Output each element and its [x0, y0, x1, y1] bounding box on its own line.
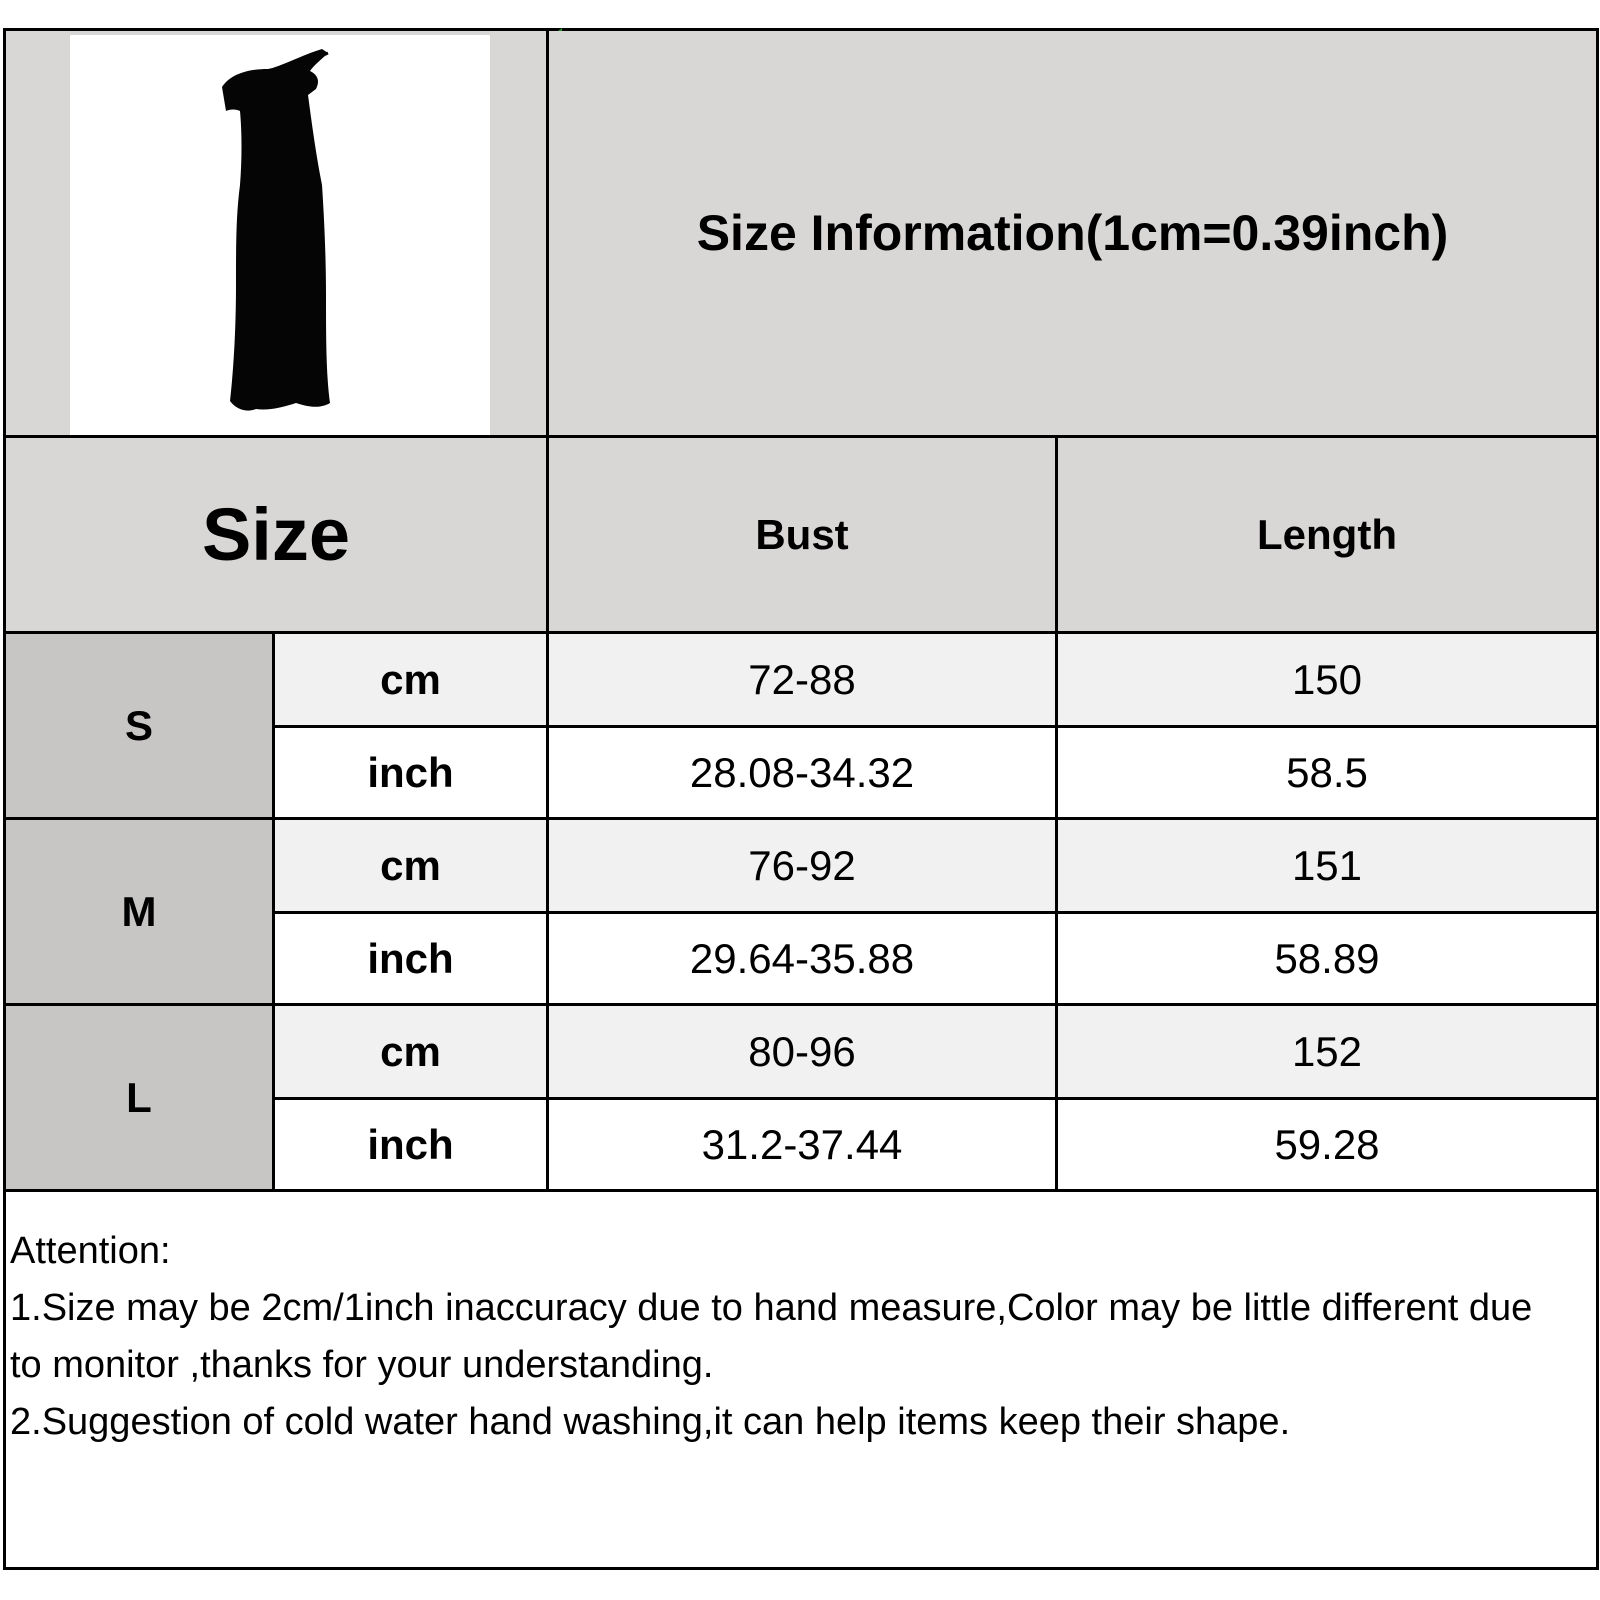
attention-note-1: 1.Size may be 2cm/1inch inaccuracy due to hand measure,Color may be little different due to monitor ,thanks for your understanding. [10, 1287, 1533, 1386]
grid-line [272, 911, 1599, 914]
size-header: Size [201, 493, 351, 576]
l-inch-bust-cell [549, 1100, 1055, 1189]
product-photo [70, 35, 490, 435]
size-s-cell [6, 634, 272, 817]
bust-header-cell [549, 438, 1055, 631]
s-inch-length-cell [1058, 728, 1596, 817]
grid-line [3, 631, 1599, 634]
m-inch-length: 58.89 [1274, 934, 1380, 982]
s-cm-unit: cm [380, 655, 441, 703]
attention-notes [10, 1223, 1570, 1451]
size-m-cell [6, 820, 272, 1003]
m-cm-unit: cm [380, 841, 441, 889]
size-l-cell [6, 1006, 272, 1189]
grid-line [272, 725, 1599, 728]
m-inch-bust-cell [549, 914, 1055, 1003]
l-inch-length: 59.28 [1274, 1120, 1380, 1168]
s-inch-bust-cell [549, 728, 1055, 817]
grid-line [546, 28, 549, 1192]
length-header: Length [1257, 510, 1397, 558]
s-cm-length-cell [1058, 634, 1596, 725]
grid-line [3, 1003, 1599, 1006]
s-cm-bust: 72-88 [748, 655, 856, 703]
attention-note-2: 2.Suggestion of cold water hand washing,it can help items keep their shape. [10, 1401, 1291, 1443]
l-inch-unit: inch [367, 1120, 454, 1168]
l-cm-length-cell [1058, 1006, 1596, 1097]
l-cm-bust-cell [549, 1006, 1055, 1097]
l-inch-unit-cell [275, 1100, 546, 1189]
grid-line [3, 817, 1599, 820]
m-cm-unit-cell [275, 820, 546, 911]
size-l-label: L [126, 1073, 152, 1121]
dress-image [70, 35, 490, 435]
size-m-label: M [121, 887, 157, 935]
m-cm-bust: 76-92 [748, 841, 856, 889]
s-inch-unit-cell [275, 728, 546, 817]
m-cm-length-cell [1058, 820, 1596, 911]
s-cm-unit-cell [275, 634, 546, 725]
l-cm-bust: 80-96 [748, 1027, 856, 1075]
m-cm-length: 151 [1291, 841, 1363, 889]
l-cm-length: 152 [1291, 1027, 1363, 1075]
title-cell [549, 31, 1596, 435]
s-inch-bust: 28.08-34.32 [689, 748, 915, 796]
s-inch-unit: inch [367, 748, 454, 796]
s-cm-length: 150 [1291, 655, 1363, 703]
grid-line [3, 435, 1599, 438]
m-inch-bust: 29.64-35.88 [689, 934, 915, 982]
grid-line [1055, 435, 1058, 1192]
grid-line [3, 1189, 1599, 1192]
m-inch-length-cell [1058, 914, 1596, 1003]
grid-line [272, 631, 275, 1192]
l-cm-unit: cm [380, 1027, 441, 1075]
m-inch-unit: inch [367, 934, 454, 982]
grid-line [272, 1097, 1599, 1100]
bust-header: Bust [755, 510, 849, 558]
size-s-label: S [124, 701, 153, 749]
s-inch-length: 58.5 [1286, 748, 1368, 796]
m-inch-unit-cell [275, 914, 546, 1003]
l-inch-bust: 31.2-37.44 [701, 1120, 903, 1168]
s-cm-bust-cell [549, 634, 1055, 725]
size-information-title: Size Information(1cm=0.39inch) [696, 205, 1449, 261]
length-header-cell [1058, 438, 1596, 631]
l-cm-unit-cell [275, 1006, 546, 1097]
l-inch-length-cell [1058, 1100, 1596, 1189]
attention-heading: Attention: [10, 1230, 171, 1272]
m-cm-bust-cell [549, 820, 1055, 911]
size-header-cell [6, 438, 546, 631]
